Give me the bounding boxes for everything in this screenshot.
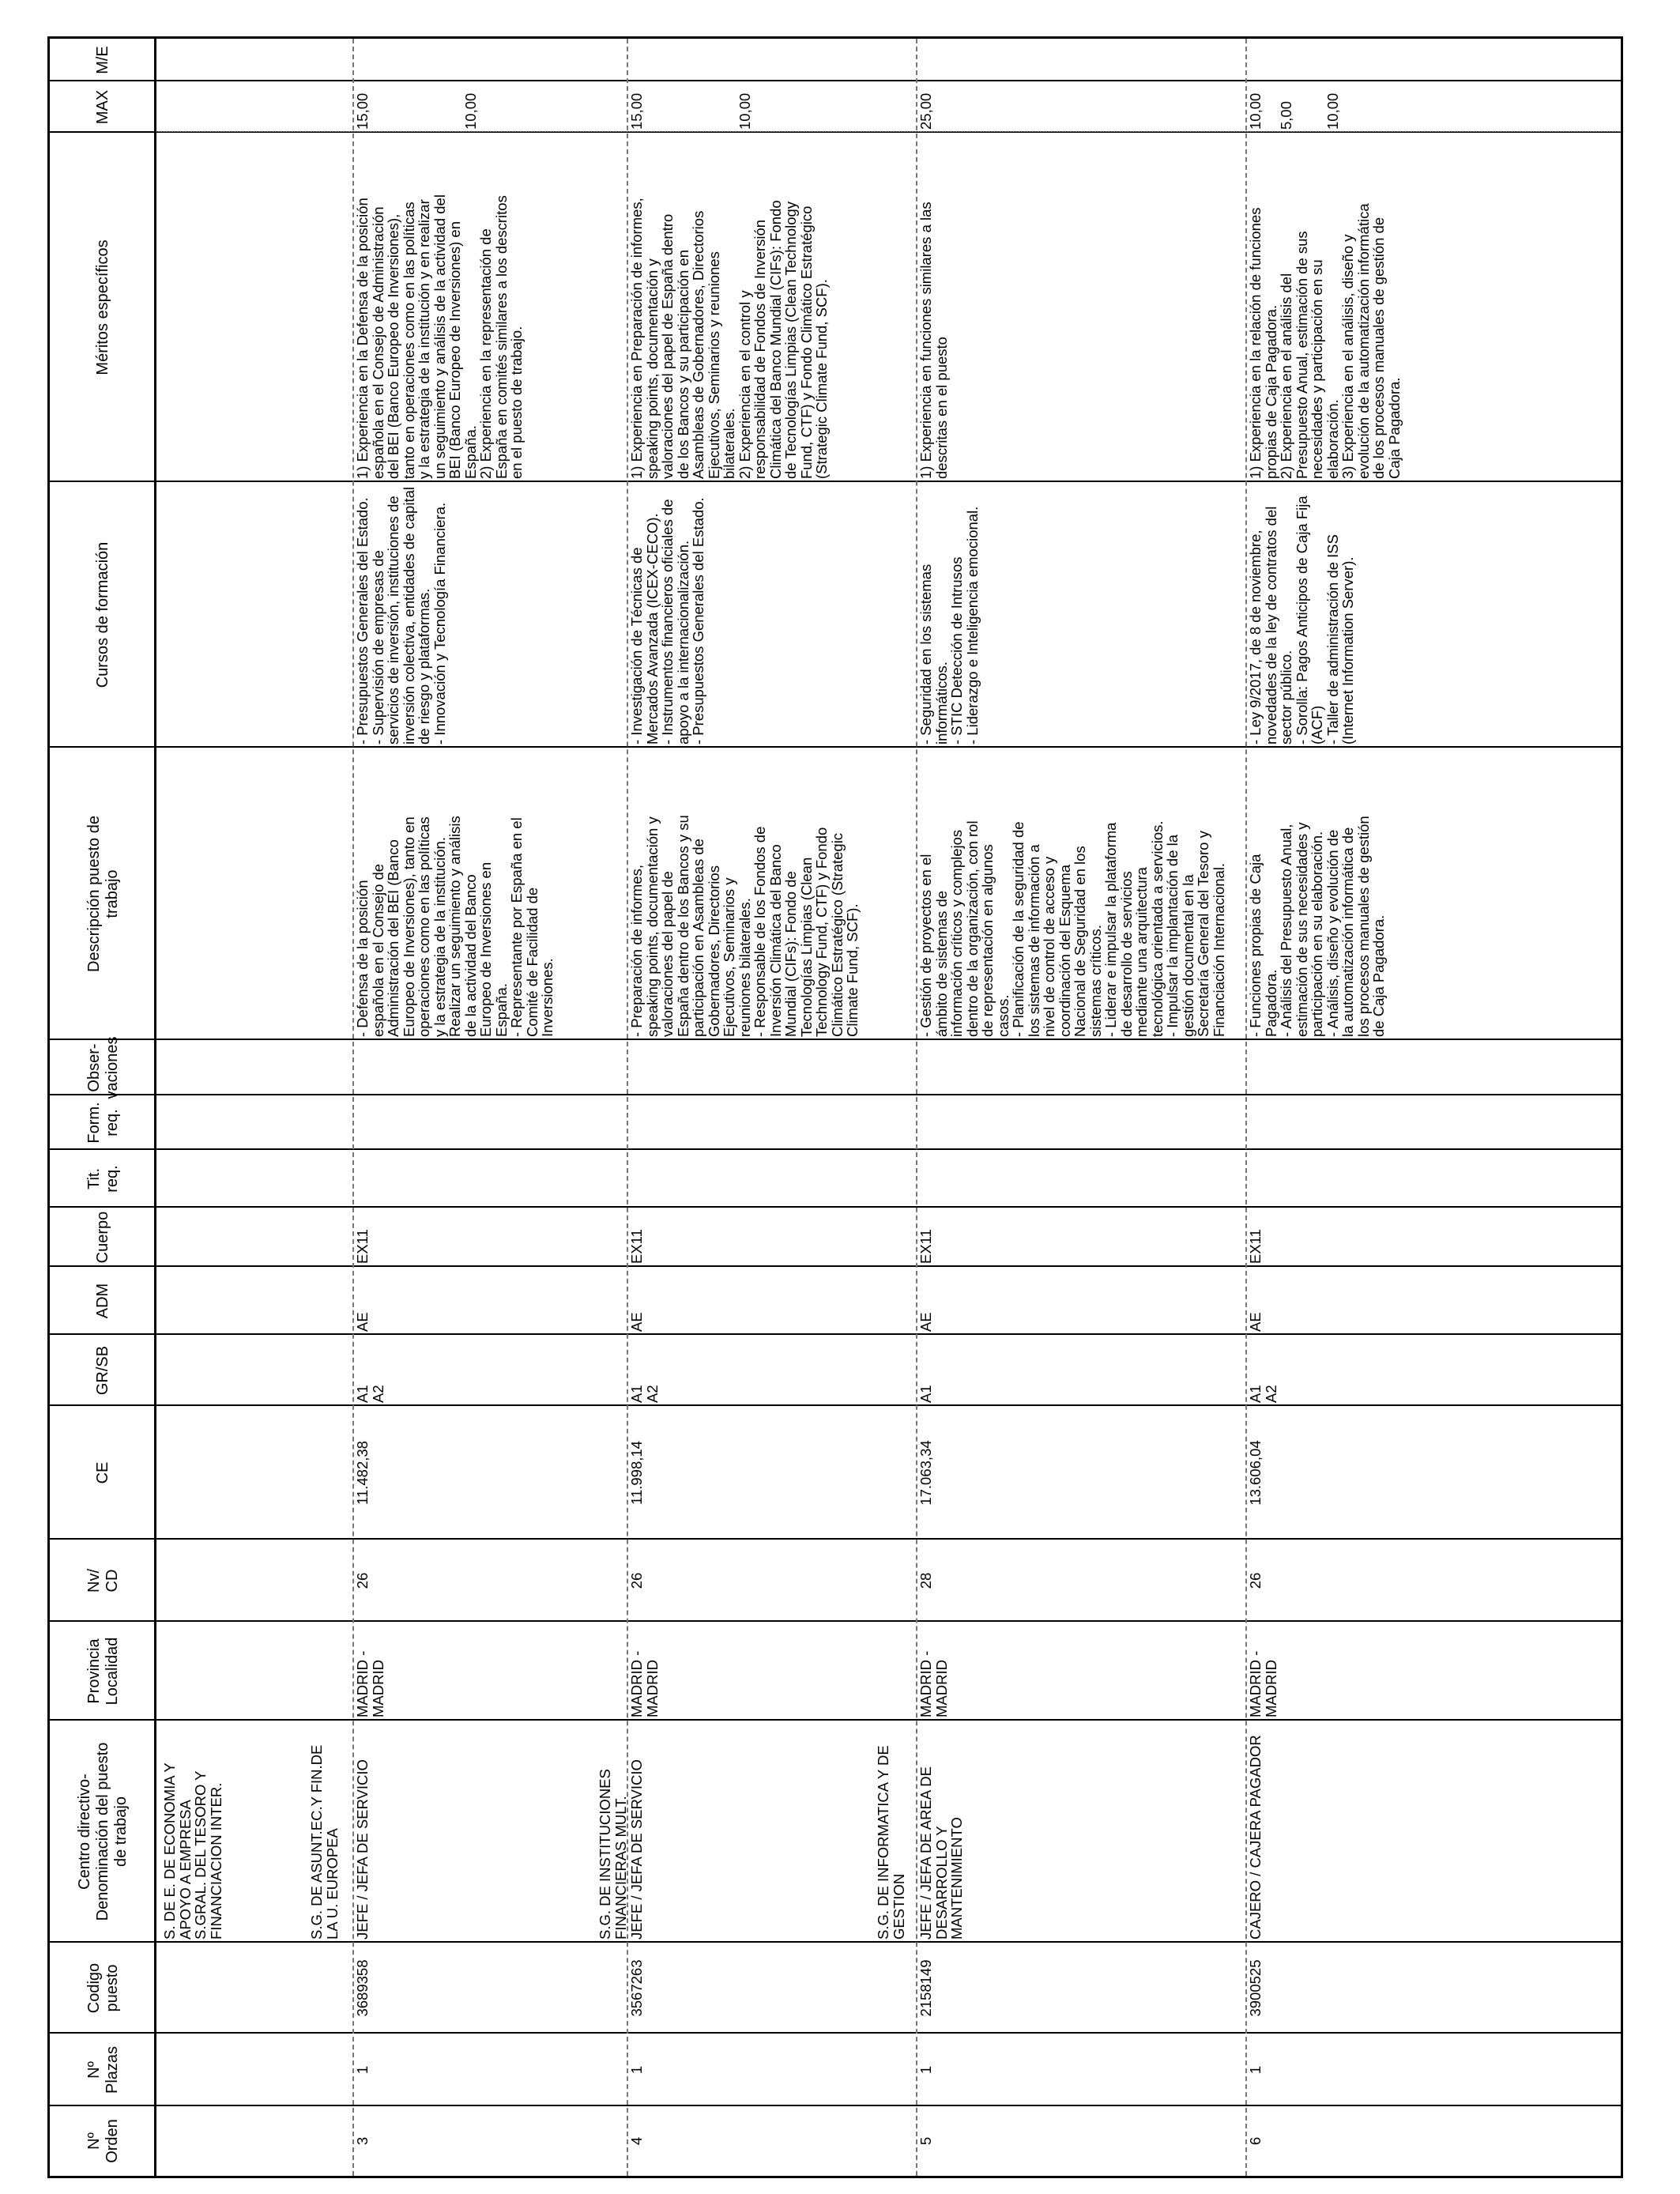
meritos-especificos: 1) Experiencia en Preparación de informes, speaking points, documentación y valoraciones del papel de España dentro de los Bancos y su participación en Asambleas de Gobernadores, Directorios Ejecutivos, Seminarios y reuniones bilaterales. 2) Experiencia en el control y responsabilidad de Fondos de Inversión Climática del Banco Mundial (CIFs): Fondo de Tecnologías Limpias (Clean Technology Fund, CTF) y Fondo Climático Estratégico (Strategic Climate Fund, SCF). (628, 198, 830, 479)
header-provincia: Provincia Localidad (85, 1637, 121, 1706)
provincia-localidad: MADRID - MADRID (354, 1650, 386, 1717)
cuerpo: EX11 (1247, 1229, 1264, 1264)
header-cursos: Cursos de formación (94, 541, 111, 688)
grupo-subgrupo: A1 (917, 1385, 934, 1403)
header-centro: Centro directivo- Denominación del puesto de trabajo (76, 1742, 130, 1921)
column-divider (50, 1148, 1621, 1150)
column-divider (50, 1333, 1621, 1335)
header-ce: CE (94, 1461, 111, 1484)
codigo-puesto: 3567263 (628, 1959, 645, 2017)
provincia-localidad: MADRID - MADRID (628, 1650, 661, 1717)
column-divider (50, 2105, 1621, 2106)
header-max: MAX (94, 89, 111, 125)
codigo-puesto: 3689358 (354, 1959, 371, 2017)
nivel-cd: 26 (628, 1572, 645, 1589)
column-divider (50, 1719, 1621, 1721)
unit-name: S.G. DE INSTITUCIONES FINANCIERAS MULT. (597, 1769, 629, 1940)
header-nivel: Nv/ CD (85, 1569, 121, 1593)
cuerpo: EX11 (628, 1229, 645, 1264)
column-divider (50, 2032, 1621, 2034)
header-descripcion: Descripción puesto de trabajo (85, 816, 121, 972)
puesto-title: JEFE / JEFA DE SERVICIO (354, 1759, 371, 1940)
nivel-cd: 26 (354, 1572, 371, 1589)
column-divider (50, 1620, 1621, 1622)
complemento-especifico: 13.606,04 (1247, 1440, 1264, 1506)
plazas-count: 1 (917, 2065, 934, 2075)
cuerpo: EX11 (354, 1229, 371, 1264)
orden-number: 4 (628, 2136, 645, 2146)
meritos-especificos: 1) Experiencia en funciones similares a las descritas en el puesto (917, 202, 950, 479)
puntuacion-max: 15,00 10,00 (354, 92, 479, 130)
descripcion-puesto: - Defensa de la posición española en el Consejo de Administración del BEI (Banco Europeo de Inversiones), tanto en operaciones como en las políticas y la estrategia de la institución. Realizar un seguimiento y análisis de la actividad del Banco Europeo de Inversiones en España. - Representante por España en el Comité de Facilidad de Inversiones. (354, 816, 556, 1037)
administracion: AE (354, 1312, 371, 1332)
puesto-title: CAJERO / CAJERA PAGADOR (1247, 1735, 1264, 1940)
column-divider (50, 1404, 1621, 1406)
complemento-especifico: 11.482,38 (354, 1441, 371, 1505)
column-divider (50, 1206, 1621, 1208)
meritos-especificos: 1) Experiencia en la Defensa de la posición española en el Consejo de Administración del BEI (Banco Europeo de Inversiones), tanto en operaciones como en las políticas y la estrategia de la institución y en realizar un seguimiento y análisis de la actividad del BEI (Banco Europeo de Inversiones) en España. 2) Experiencia en la representación de España en comités similares a los descritos en el puesto de trabajo. (354, 194, 525, 479)
orden-number: 3 (354, 2136, 371, 2146)
puntuacion-max: 10,00 5,00 10,00 (1247, 92, 1341, 130)
puesto-title: JEFE / JEFA DE AREA DE DESARROLLO Y MANTENIMIENTO (917, 1766, 965, 1940)
codigo-puesto: 3900525 (1247, 1959, 1264, 2017)
header-form: Form. req. (85, 1102, 121, 1144)
header-cuerpo: Cuerpo (94, 1211, 111, 1264)
plazas-count: 1 (1247, 2065, 1264, 2075)
puesto-title: JEFE / JEFA DE SERVICIO (628, 1759, 645, 1940)
header-obs: Obser- vaciones (85, 1036, 121, 1099)
meritos-especificos: 1) Experiencia en la relación de funciones propias de Caja Pagadora. 2) Experiencia en el análisis del Presupuesto Anual, estimación de sus necesidades y participación en su elaboración. 3) Experiencia en el análisis, diseño y evolución de la automatización informática de los procesos manuales de gestión de Caja Pagadora. (1247, 203, 1403, 479)
unit-name: S.G. DE ASUNT.EC.Y FIN.DE LA U. EUROPEA (308, 1744, 341, 1940)
grupo-subgrupo: A1 A2 (628, 1385, 661, 1403)
cursos-formacion: - Presupuestos Generales del Estado. - Supervisión de empresas de servicios de inversión, instituciones de inversión colectiva, entidades de capital de riesgo y plataformas. - Innovación y Tecnología Financiera. (354, 487, 448, 745)
cursos-formacion: - Investigación de Técnicas de Mercados Avanzada (ICEX-CECO). - Instrumentos financieros oficiales de apoyo a la internacionalización. - Presupuestos Generales del Estado. (628, 497, 706, 745)
header-plazas: Nº Plazas (85, 2045, 121, 2094)
plazas-count: 1 (354, 2065, 371, 2075)
administracion: AE (628, 1312, 645, 1332)
centro-heading: S. DE E. DE ECONOMIA Y APOYO A EMPRESA S.GRAL. DEL TESORO Y FINANCIACION INTER. (161, 1762, 224, 1940)
cuerpo: EX11 (917, 1229, 934, 1264)
column-divider (50, 1265, 1621, 1267)
codigo-puesto: 2158149 (917, 1959, 934, 2017)
column-divider (50, 1941, 1621, 1943)
puntuacion-max: 15,00 10,00 (628, 92, 753, 130)
orden-number: 5 (917, 2136, 934, 2146)
cursos-formacion: - Ley 9/2017, de 8 de noviembre, novedades de la ley de contratos del sector público. - Sorolla: Pagos Anticipos de Caja Fija (ACF) - Taller de administración de ISS (Internet Information Server). (1247, 496, 1356, 745)
column-divider (50, 1538, 1621, 1540)
provincia-localidad: MADRID - MADRID (1247, 1650, 1279, 1717)
provincia-localidad: MADRID - MADRID (917, 1650, 950, 1717)
descripcion-puesto: - Gestión de proyectos en el ámbito de sistemas de información críticos y complejos dentro de la organización, con rol de representación en algunos casos. - Planificación de la seguridad de los sistemas de información a nivel de control de acceso y coordinación del Esquema Nacional de Seguridad en los sistemas críticos. - Liderar e impulsar la plataforma de desarrollo de servicios mediante una arquitectura tecnológica orientada a servicios. - Impulsar la implantación de la gestión documental en la Secretaría General del Tesoro y Financiación Internacional. (917, 820, 1227, 1037)
orden-number: 6 (1247, 2136, 1264, 2146)
unit-name: S.G. DE INFORMATICA Y DE GESTION (875, 1745, 907, 1940)
puntuacion-max: 25,00 (917, 92, 934, 130)
column-divider (50, 1094, 1621, 1095)
descripcion-puesto: - Funciones propias de Caja Pagadora. - Análisis del Presupuesto Anual, estimación de sus necesidades y participación en su elaboración. - Análisis, diseño y evolución de la automatización informática de los procesos manuales de gestión de Caja Pagadora. (1247, 816, 1387, 1037)
grupo-subgrupo: A1 A2 (1247, 1385, 1279, 1403)
complemento-especifico: 17.063,34 (917, 1440, 934, 1506)
puestos-table (47, 36, 1623, 2178)
header-orden: Nº Orden (85, 2119, 121, 2163)
header-codigo: Codigo puesto (85, 1962, 121, 2014)
plazas-count: 1 (628, 2065, 645, 2075)
descripcion-puesto: - Preparación de informes, speaking points, documentación y valoraciones del papel de España dentro de los Bancos y su participación en Asambleas de Gobernadores, Directorios Ejecutivos, Seminarios y reuniones bilaterales. - Responsable de los Fondos de Inversión Climática del Banco Mundial (CIFs): Fondo de Tecnologías Limpias (Clean Technology Fund, CTF) y Fondo Climático Estratégico (Strategic Climate Fund, SCF). (628, 815, 861, 1037)
administracion: AE (917, 1312, 934, 1332)
grupo-subgrupo: A1 A2 (354, 1385, 386, 1403)
nivel-cd: 26 (1247, 1572, 1264, 1589)
header-adm: ADM (94, 1283, 111, 1319)
header-grsb: GR/SB (94, 1345, 111, 1396)
column-divider (50, 80, 1621, 81)
administracion: AE (1247, 1312, 1264, 1332)
table-header (50, 39, 156, 2176)
header-meritos: Méritos específicos (94, 239, 111, 375)
header-tit: Tit. req. (85, 1165, 121, 1193)
cursos-formacion: - Seguridad en los sistemas informáticos. - STIC Detección de Intrusos - Liderazgo e Inteligencia emocional. (917, 506, 981, 745)
nivel-cd: 28 (917, 1572, 934, 1589)
complemento-especifico: 11.998,14 (628, 1441, 645, 1505)
header-me: M/E (94, 46, 111, 74)
